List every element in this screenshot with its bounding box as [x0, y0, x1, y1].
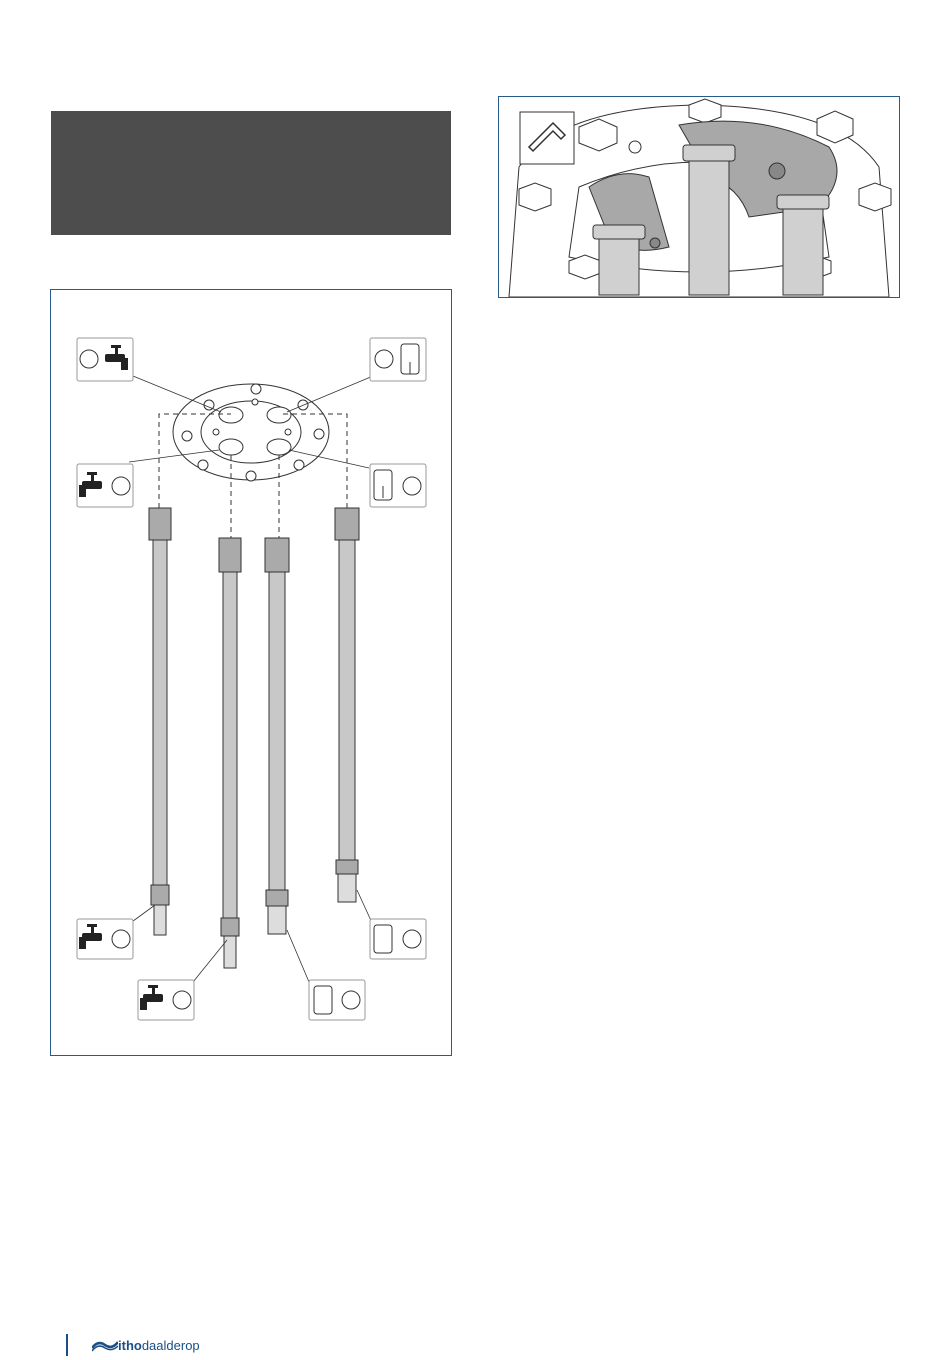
logo-bold-text: itho	[118, 1337, 142, 1353]
tap-icons	[79, 345, 163, 1010]
pipe-4	[335, 508, 359, 902]
hex-key-icon	[520, 112, 574, 164]
logo-light-text: daalderop	[141, 1337, 200, 1353]
pipes	[149, 508, 359, 968]
flange-plate	[173, 384, 329, 481]
brand-logo	[92, 1336, 200, 1354]
footer-bar	[66, 1334, 68, 1356]
section-header-panel	[51, 111, 451, 235]
pipe-3	[265, 538, 289, 934]
pipe-2	[219, 538, 241, 968]
hex-key-detail-diagram	[498, 96, 900, 298]
logo-wave-icon	[92, 1338, 118, 1352]
pipe-assembly-diagram	[50, 289, 452, 1056]
pipe-1	[149, 508, 171, 935]
boiler-icons	[314, 344, 419, 1014]
